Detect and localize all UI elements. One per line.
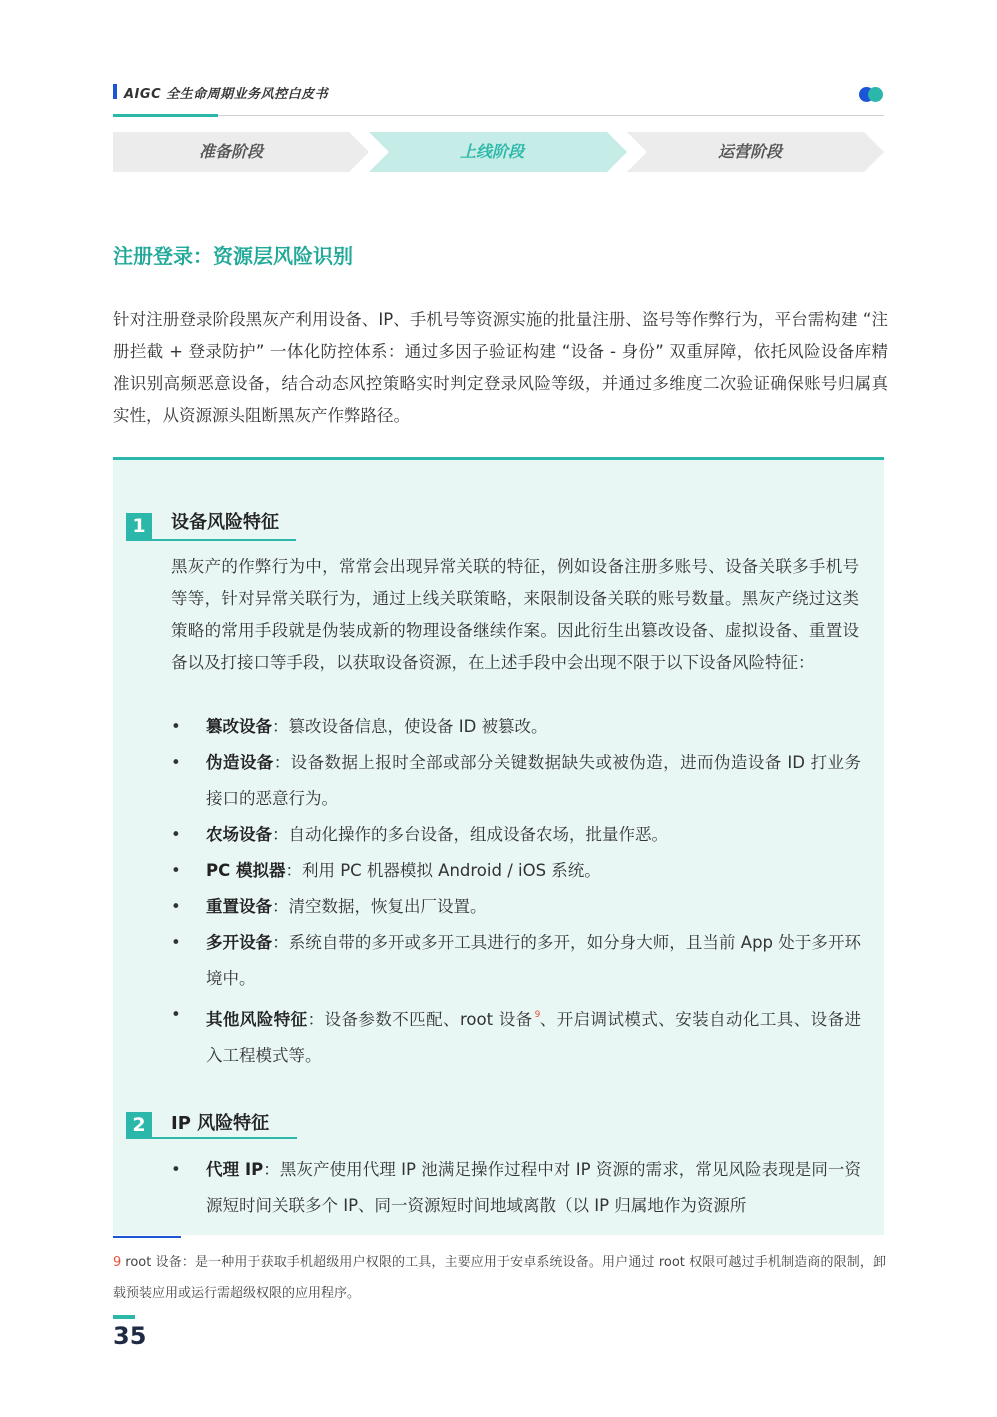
- block2-number-badge: 2: [126, 1112, 152, 1138]
- stage-prepare: 准备阶段: [198, 142, 263, 161]
- section-intro: 针对注册登录阶段黑灰产利用设备、IP、手机号等资源实施的批量注册、盗号等作弊行为，平台需构建 “注册拦截 + 登录防护” 一体化防控体系：通过多因子验证构建 “设备 - 身份” 双重屏障，依托风险设备库精准识别高频恶意设备，结合动态风控策略实时判定登录风险等级，并通过多维度二次验证确保账号归属真实性，从资源源头阻断黑灰产作弊路径。: [113, 310, 888, 425]
- list-item-text: ：设备参数不匹配、root 设备: [307, 1010, 533, 1029]
- footnote-text: root 设备：是一种用于获取手机超级用户权限的工具，主要应用于安卓系统设备。用户通过 root 权限可越过手机制造商的限制，卸载预装应用或运行需超级权限的应用程序。: [113, 1255, 886, 1301]
- stage-launch: 上线阶段: [459, 142, 524, 161]
- footnote-rule: [113, 1236, 181, 1238]
- logo-icon: [858, 86, 884, 103]
- list-item-term: 篡改设备: [206, 717, 272, 736]
- list-item: [171, 889, 861, 925]
- list-item-term: 重置设备: [206, 897, 272, 916]
- header-title: AIGC 全生命周期业务风控白皮书: [124, 87, 329, 102]
- list-item-text: ：自动化操作的多台设备，组成设备农场，批量作恶。: [272, 825, 668, 844]
- page-number-accent: [113, 1315, 135, 1319]
- bullet-dot: •: [171, 897, 181, 916]
- bullet-dot: •: [171, 825, 181, 844]
- bullet-dot: •: [171, 1005, 181, 1024]
- list-item-term: 农场设备: [206, 825, 272, 844]
- list-item-text: ：系统自带的多开或多开工具进行的多开，如分身大师，且当前 App 处于多开环境中。: [206, 933, 861, 988]
- list-item: [171, 709, 861, 745]
- list-item: [171, 745, 861, 817]
- list-item: [171, 925, 861, 997]
- list-item-term: 伪造设备: [206, 753, 274, 772]
- block1-paragraph: 黑灰产的作弊行为中，常常会出现异常关联的特征，例如设备注册多账号、设备关联多手机号等等，针对异常关联行为，通过上线关联策略，来限制设备关联的账号数量。黑灰产绕过这类策略的常用手段就是伪装成新的物理设备继续作案。因此衍生出篡改设备、虚拟设备、重置设备以及打接口等手段，以获取设备资源，在上述手段中会出现不限于以下设备风险特征：: [171, 557, 859, 672]
- bullet-dot: •: [171, 1160, 181, 1179]
- footnote: [113, 1247, 886, 1309]
- bullet-dot: •: [171, 717, 181, 736]
- block2-title: IP 风险特征: [171, 1113, 270, 1134]
- header-rule: [113, 115, 884, 116]
- list-item-term: PC 模拟器: [206, 861, 286, 880]
- bullet-dot: •: [171, 861, 181, 880]
- list-item-text: ：篡改设备信息，使设备 ID 被篡改。: [272, 717, 548, 736]
- block1-title: 设备风险特征: [171, 512, 279, 533]
- block1-bullet-list: [171, 709, 861, 1074]
- page-number: 35: [113, 1322, 147, 1350]
- bullet-dot: •: [171, 753, 181, 772]
- list-item-term: 其他风险特征: [206, 1010, 308, 1029]
- block1-title-rule: [126, 539, 296, 541]
- header-rule-accent: [113, 114, 218, 117]
- bullet-dot: •: [171, 933, 181, 952]
- header-accent-bar: [113, 84, 117, 99]
- block2-title-rule: [126, 1137, 297, 1139]
- section-title: 注册登录：资源层风险识别: [113, 244, 353, 268]
- list-item-text: 、开启调试模式、安装自动化工具、设备进入工程模式等。: [206, 1010, 862, 1065]
- stage-banner: [113, 132, 884, 172]
- block2-bullet-list: [171, 1152, 861, 1224]
- list-item-text: ：利用 PC 机器模拟 Android / iOS 系统。: [285, 861, 601, 880]
- stage-operate: 运营阶段: [717, 142, 782, 161]
- list-item: [171, 817, 861, 853]
- list-item-text: ：清空数据，恢复出厂设置。: [272, 897, 487, 916]
- list-item-text: ：设备数据上报时全部或部分关键数据缺失或被伪造，进而伪造设备 ID 打业务接口的恶意行为。: [206, 753, 862, 808]
- list-item-text: ：黑灰产使用代理 IP 池满足操作过程中对 IP 资源的需求，常见风险表现是同一资源短时间关联多个 IP、同一资源短时间地域离散（以 IP 归属地作为资源所: [206, 1160, 861, 1215]
- list-item-term: 代理 IP: [206, 1160, 264, 1179]
- block1-number-badge: 1: [126, 513, 152, 539]
- list-item: [171, 997, 861, 1074]
- list-item-term: 多开设备: [206, 933, 273, 952]
- footnote-number: 9: [113, 1255, 122, 1270]
- list-item: [171, 1152, 861, 1224]
- list-item: [171, 853, 861, 889]
- footnote-ref[interactable]: 9: [534, 1010, 541, 1020]
